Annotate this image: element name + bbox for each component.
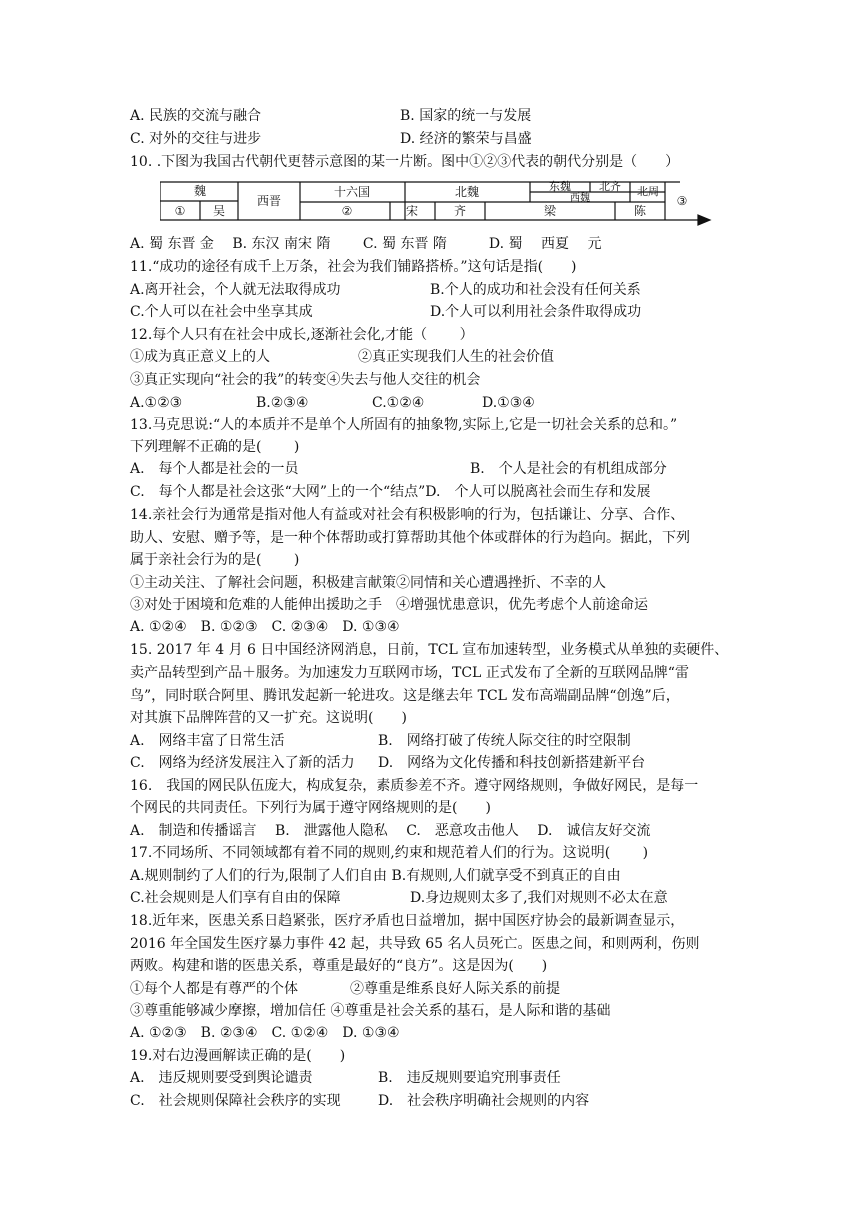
q19-option-c: C. 社会规则保障社会秩序的实现 [130,1093,341,1109]
q11-stem: 11.“成功的途径有成千上万条，社会为我们铺路搭桥。”这句话是指( ) [130,259,577,275]
q18-stem-line-1: 18.近年来，医患关系日趋紧张，医疗矛盾也日益增加，据中国医疗协会的最新调查显示， [130,913,685,929]
timeline-label-western-jin: 西晋 [256,194,282,208]
q16-stem-line-2: 个网民的共同责任。下列行为属于遵守网络规则的是( ) [130,800,491,816]
q14-stem-line-3: 属于亲社会行为的是( ) [130,552,300,568]
q13-stem-line-1: 13.马克思说:“人的本质并不是单个人所固有的抽象物,实际上,它是一切社会关系的总和。” [130,417,678,433]
q12-statement-1: ①成为真正意义上的人 [130,349,270,365]
q16-stem-line-1: 16. 我国的网民队伍庞大，构成复杂，素质参差不齐。遵守网络规则，争做好网民，是每一 [130,778,699,794]
q12-option-b: B.②③④ [256,395,309,411]
q12-statement-2: ②真正实现我们人生的社会价值 [358,349,554,365]
q14-stem-line-1: 14.亲社会行为通常是指对他人有益或对社会有积极影响的行为，包括谦让、分享、合作、 [130,507,685,523]
q15-stem-line-1: 15. 2017 年 4 月 6 日中国经济网消息，日前，TCL 宣布加速转型，业务模式从单独的卖硬件、 [130,642,729,658]
q15-stem-line-3: 鸟”，同时联合阿里、腾讯发起新一轮进攻。这是继去年 TCL 发布高端副品牌“创逸”后， [130,688,680,704]
q13-option-b: B. 个人是社会的有机组成部分 [470,461,667,477]
q19-stem: 19.对右边漫画解读正确的是( ) [130,1048,346,1064]
timeline-label-song: 宋 [405,204,419,218]
timeline-label-wei: 魏 [193,184,207,198]
q15-option-d: D. 网络为文化传播和科技创新搭建新平台 [378,755,646,771]
q15-stem-line-4: 对其旗下品牌阵营的又一扩充。这说明( ) [130,710,407,726]
timeline-label-marker-2: ② [341,204,353,218]
q15-option-c: C. 网络为经济发展注入了新的活力 [130,755,355,771]
q9-option-b: B. 国家的统一与发展 [400,108,532,124]
q19-option-a: A. 违反规则要受到舆论谴责 [130,1070,313,1086]
timeline-label-sixteen-kingdoms: 十六国 [333,185,371,199]
q14-statements-3-4: ③对处于困境和危难的人能伸出援助之手 ④增强忧患意识，优先考虑个人前途命运 [130,597,648,613]
q17-options-a-b: A.规则制约了人们的行为,限制了人们自由 B.有规则,人们就享受不到真正的自由 [130,868,621,884]
q14-options: A. ①②④ B. ①②③ C. ②③④ D. ①③④ [130,619,400,635]
q15-stem-line-2: 卖产品转型到产品＋服务。为加速发力互联网市场，TCL 正式发布了全新的互联网品牌“雷 [130,665,689,681]
timeline-label-northern-wei: 北魏 [454,185,480,199]
timeline-label-northern-qi: 北齐 [599,180,621,193]
q16-options: A. 制造和传播谣言 B. 泄露他人隐私 C. 恶意攻击他人 D. 诚信友好交流 [130,823,651,839]
q14-statements-1-2: ①主动关注、了解社会问题，积极建言献策②同情和关心遭遇挫折、不幸的人 [130,575,606,591]
timeline-label-northern-zhou: 北周 [637,185,659,198]
q19-option-d: D. 社会秩序明确社会规则的内容 [378,1093,590,1109]
q12-option-a: A.①②③ [130,395,183,411]
q17-option-c: C.社会规则是人们享有自由的保障 [130,890,341,906]
q10-options: A. 蜀 东晋 金 B. 东汉 南宋 隋 C. 蜀 东晋 隋 D. 蜀 西夏 元 [130,236,602,252]
q12-option-c: C.①②④ [372,395,425,411]
q12-option-d: D.①③④ [482,395,535,411]
q11-option-a: A.离开社会，个人就无法取得成功 [130,282,341,298]
q9-option-a: A. 民族的交流与融合 [130,108,262,124]
q18-statements-3-4: ③尊重能够减少摩擦，增加信任 ④尊重是社会关系的基石，是人际和谐的基础 [130,1003,611,1019]
q9-option-d: D. 经济的繁荣与昌盛 [400,131,532,147]
q12-statements-3-4: ③真正实现向“社会的我”的转变④失去与他人交往的机会 [130,372,481,388]
q18-stem-line-2: 2016 年全国发生医疗暴力事件 42 起，共导致 65 名人员死亡。医患之间，和则两利，伤则 [130,936,700,952]
q18-options: A. ①②③ B. ②③④ C. ①②④ D. ①③④ [130,1025,400,1041]
q18-statement-1: ①每个人都是有尊严的个体 [130,981,298,997]
timeline-label-marker-1: ① [174,204,186,218]
q19-option-b: B. 违反规则要追究刑事责任 [378,1070,561,1086]
q17-stem: 17.不同场所、不同领域都有着不同的规则,约束和规范着人们的行为。这说明( ) [130,845,649,861]
q15-option-b: B. 网络打破了传统人际交往的时空限制 [378,733,631,749]
q11-option-c: C.个人可以在社会中坐享其成 [130,304,313,320]
q9-option-c: C. 对外的交往与进步 [130,131,262,147]
q10-stem: 10. .下图为我国古代朝代更替示意图的某一片断。图中①②③代表的朝代分别是（ ） [130,154,680,170]
timeline-label-liang: 梁 [543,204,557,218]
q14-stem-line-2: 助人、安慰、赠予等，是一种个体帮助或打算帮助其他个体或群体的行为趋向。据此，下列 [130,530,690,546]
timeline-label-marker-3: ③ [676,194,688,208]
q13-option-a: A. 每个人都是社会的一员 [130,461,299,477]
q15-option-a: A. 网络丰富了日常生活 [130,733,285,749]
timeline-label-eastern-wei: 东魏 [549,180,571,193]
timeline-label-qi: 齐 [453,204,467,218]
timeline-label-western-wei: 西魏 [570,193,590,204]
dynasty-timeline [160,180,720,228]
q12-stem: 12.每个人只有在社会中成长,逐渐社会化,才能（ ） [130,327,474,343]
q18-statement-2: ②尊重是维系良好人际关系的前提 [350,981,560,997]
q17-option-d: D.身边规则太多了,我们对规则不必太在意 [410,890,668,906]
q11-option-b: B.个人的成功和社会没有任何关系 [430,282,641,298]
timeline-label-chen: 陈 [633,204,647,218]
q13-stem-line-2: 下列理解不正确的是( ) [130,439,300,455]
q18-stem-line-3: 两败。构建和谐的医患关系，尊重是最好的“良方”。这是因为( ) [130,958,548,974]
timeline-label-wu: 吴 [212,204,226,218]
q11-option-d: D.个人可以利用社会条件取得成功 [430,304,642,320]
q13-options-c-d: C. 每个人都是社会这张“大网”上的一个“结点”D. 个人可以脱离社会而生存和发展 [130,484,651,500]
